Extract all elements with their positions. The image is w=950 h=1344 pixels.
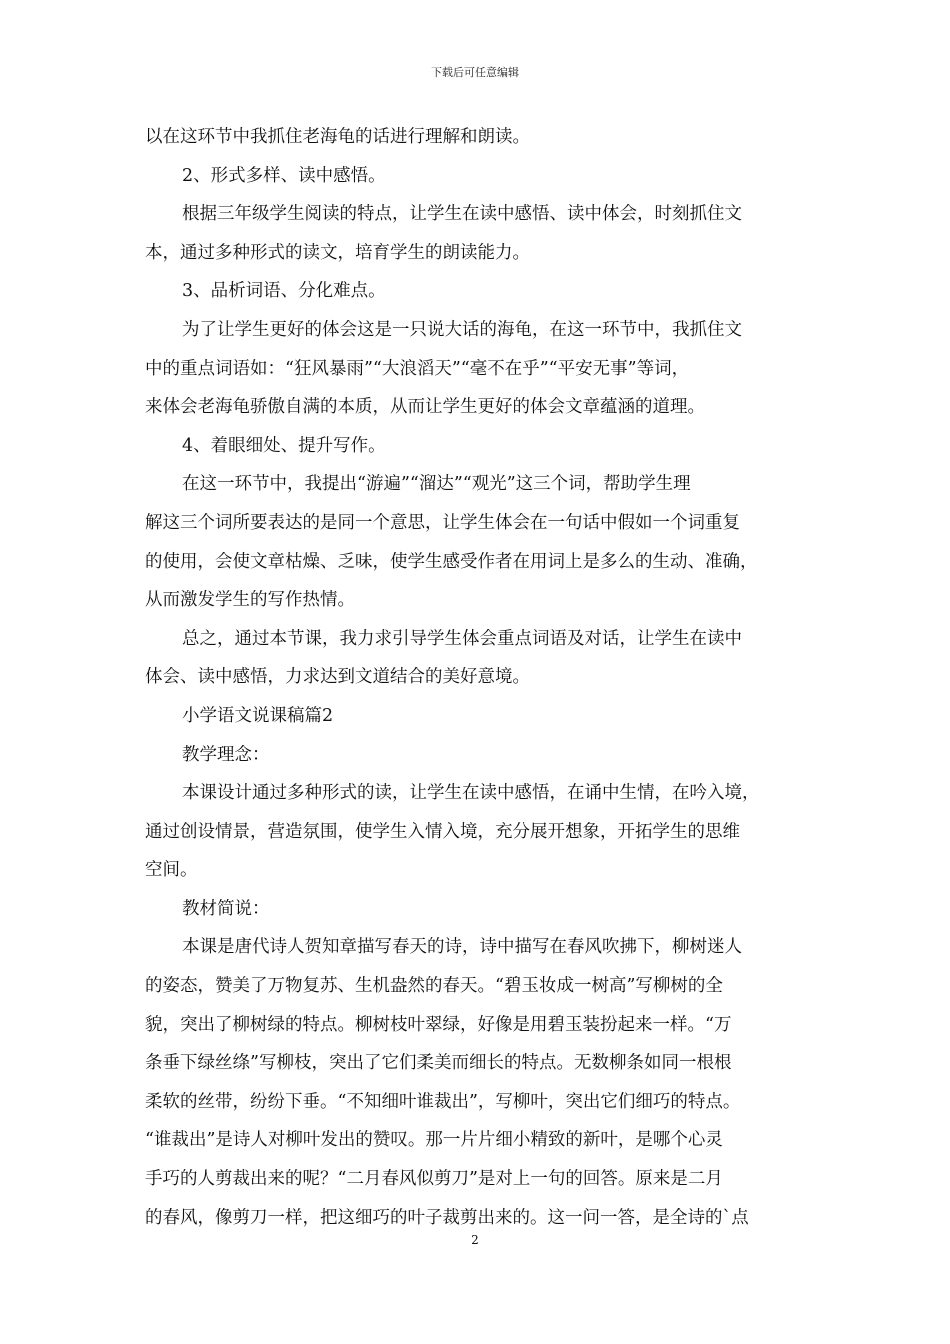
text-line: 体会、读中感悟，力求达到文道结合的美好意境。 (145, 667, 530, 688)
text-line: 解这三个词所要表达的是同一个意思，让学生体会在一句话中假如一个词重复 (145, 512, 740, 533)
text-line: 根据三年级学生阅读的特点，让学生在读中感悟、读中体会，时刻抓住文 (182, 204, 742, 225)
text-line: 的姿态，赞美了万物复苏、生机盎然的春天。“碧玉妆成一树高”写柳树的全 (145, 976, 723, 997)
document-body (145, 118, 809, 1237)
text-line: 通过创设情景，营造氛围，使学生入情入境，充分展开想象，开拓学生的思维 (145, 821, 740, 842)
page-number: 2 (471, 1233, 479, 1247)
section-heading: 2、形式多样、读中感悟。 (182, 165, 386, 186)
text-line: 以在这环节中我抓住老海龟的话进行理解和朗读。 (145, 127, 530, 147)
text-line: 总之，通过本节课，我力求引导学生体会重点词语及对话，让学生在读中 (182, 628, 742, 649)
text-line: “谁裁出”是诗人对柳叶发出的赞叹。那一片片细小精致的新叶，是哪个心灵 (145, 1130, 723, 1151)
text-line: 柔软的丝带，纷纷下垂。“不知细叶谁裁出”，写柳叶，突出它们细巧的特点。 (145, 1091, 741, 1112)
text-line: 为了让学生更好的体会这是一只说大话的海龟，在这一环节中，我抓住文 (182, 319, 742, 340)
text-line: 貌，突出了柳树绿的特点。柳树枝叶翠绿，好像是用碧玉装扮起来一样。“万 (145, 1014, 732, 1035)
text-line: 的使用，会使文章枯燥、乏味，使学生感受作者在用词上是多么的生动、准确， (145, 551, 758, 572)
section-heading: 教材简说： (182, 898, 270, 919)
section-heading: 4、着眼细处、提升写作。 (182, 435, 386, 456)
text-line: 本课是唐代诗人贺知章描写春天的诗，诗中描写在春风吹拂下，柳树迷人 (182, 937, 742, 958)
text-line: 来体会老海龟骄傲自满的本质，从而让学生更好的体会文章蕴涵的道理。 (145, 397, 705, 418)
section-heading: 3、品析词语、分化难点。 (182, 281, 386, 302)
text-line: 手巧的人剪裁出来的呢？“二月春风似剪刀”是对上一句的回答。原来是二月 (145, 1169, 723, 1190)
text-line: 的春风，像剪刀一样，把这细巧的叶子裁剪出来的。这一问一答，是全诗的`点 (145, 1207, 749, 1228)
text-line: 在这一环节中，我提出“游遍”“溜达”“观光”这三个词，帮助学生理 (182, 474, 691, 495)
page-header: 下载后可任意编辑 (431, 66, 519, 79)
section-heading: 教学理念： (182, 744, 270, 765)
section-title: 小学语文说课稿篇2 (182, 705, 334, 726)
text-line: 空间。 (145, 860, 198, 881)
text-line: 从而激发学生的写作热情。 (145, 590, 355, 611)
text-line: 条垂下绿丝绦”写柳枝，突出了它们柔美而细长的特点。无数柳条如同一根根 (145, 1053, 732, 1074)
text-line: 本课设计通过多种形式的读，让学生在读中感悟，在诵中生情，在吟入境， (182, 783, 760, 804)
text-line: 本，通过多种形式的读文，培育学生的朗读能力。 (145, 242, 530, 263)
text-line: 中的重点词语如：“狂风暴雨”“大浪滔天”“毫不在乎”“平安无事”等词， (145, 358, 690, 379)
